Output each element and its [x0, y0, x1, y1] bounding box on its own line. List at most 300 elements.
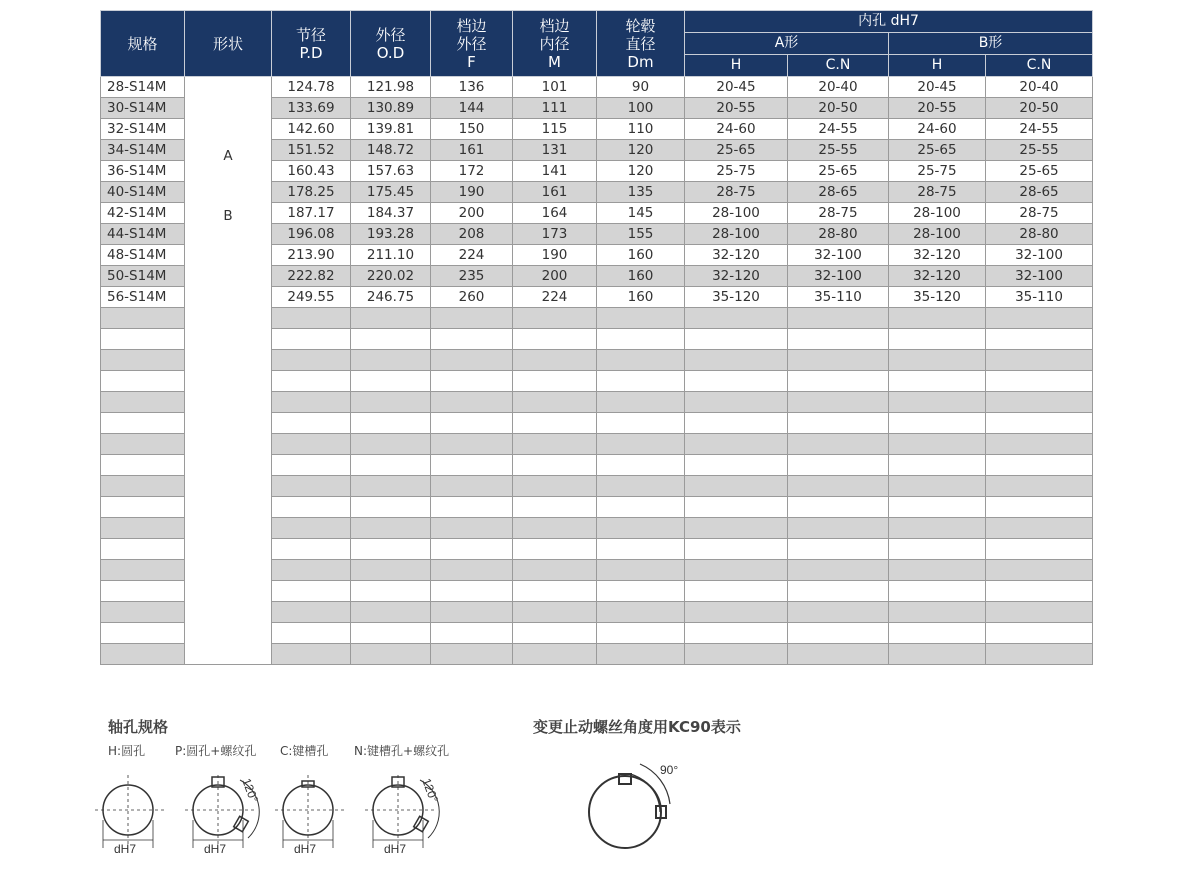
shape-values [185, 77, 271, 231]
bore-type-n-caption: N:键槽孔+螺纹孔 [354, 744, 450, 758]
bore-diagrams [90, 760, 490, 860]
table-cell: 25-55 [788, 140, 889, 161]
empty-cell [597, 350, 685, 371]
empty-cell [685, 476, 788, 497]
empty-cell [788, 623, 889, 644]
bore-type-c-caption: C:键槽孔 [280, 744, 329, 758]
table-cell: 20-40 [788, 77, 889, 98]
empty-cell [889, 602, 986, 623]
empty-cell [788, 581, 889, 602]
spec-cell: 56-S14M [101, 287, 185, 308]
spec-table [100, 10, 1092, 665]
empty-cell [513, 371, 597, 392]
svg-text:dH7: dH7 [384, 842, 407, 856]
empty-cell [272, 497, 351, 518]
empty-cell [431, 623, 513, 644]
empty-cell [272, 329, 351, 350]
empty-cell [431, 644, 513, 665]
svg-text:120°: 120° [239, 776, 261, 805]
table-cell: 120 [597, 161, 685, 182]
empty-cell [986, 518, 1093, 539]
empty-cell [597, 476, 685, 497]
empty-cell [272, 560, 351, 581]
empty-cell [788, 434, 889, 455]
empty-cell [101, 329, 185, 350]
empty-cell [272, 644, 351, 665]
header-m: 档边 内径 M [513, 11, 597, 77]
header-a-h: H [685, 55, 788, 77]
header-b-form: B形 [889, 33, 1093, 55]
empty-cell [685, 350, 788, 371]
empty-cell [272, 623, 351, 644]
empty-cell [889, 350, 986, 371]
empty-cell [431, 413, 513, 434]
table-cell: 115 [513, 119, 597, 140]
empty-cell [685, 371, 788, 392]
empty-cell [597, 413, 685, 434]
table-cell: 187.17 [272, 203, 351, 224]
empty-cell [351, 413, 431, 434]
table-cell: 184.37 [351, 203, 431, 224]
table-cell: 20-50 [986, 98, 1093, 119]
empty-cell [351, 623, 431, 644]
table-cell: 190 [431, 182, 513, 203]
table-cell: 28-100 [889, 224, 986, 245]
table-cell: 28-65 [788, 182, 889, 203]
empty-cell [788, 371, 889, 392]
table-cell: 20-45 [889, 77, 986, 98]
table-cell: 160 [597, 245, 685, 266]
empty-cell [986, 581, 1093, 602]
table-cell: 246.75 [351, 287, 431, 308]
table-cell: 25-65 [889, 140, 986, 161]
empty-cell [889, 434, 986, 455]
empty-cell [272, 476, 351, 497]
empty-cell [101, 392, 185, 413]
table-cell: 173 [513, 224, 597, 245]
empty-cell [685, 434, 788, 455]
empty-cell [889, 413, 986, 434]
empty-cell [431, 476, 513, 497]
empty-cell [986, 329, 1093, 350]
empty-cell [513, 455, 597, 476]
empty-cell [597, 392, 685, 413]
empty-cell [101, 623, 185, 644]
empty-cell [889, 581, 986, 602]
empty-cell [101, 539, 185, 560]
header-spec: 规格 [101, 11, 185, 77]
table-cell: 157.63 [351, 161, 431, 182]
empty-cell [986, 602, 1093, 623]
table-cell: 100 [597, 98, 685, 119]
empty-cell [101, 497, 185, 518]
table-cell: 145 [597, 203, 685, 224]
empty-cell [351, 434, 431, 455]
table-row [101, 77, 1093, 98]
empty-cell [101, 371, 185, 392]
empty-cell [986, 497, 1093, 518]
empty-cell [788, 497, 889, 518]
shape-value: B [223, 208, 233, 224]
empty-cell [351, 455, 431, 476]
empty-cell [889, 539, 986, 560]
empty-cell [431, 602, 513, 623]
empty-cell [986, 350, 1093, 371]
table-cell: 32-100 [986, 245, 1093, 266]
empty-cell [431, 329, 513, 350]
table-cell: 249.55 [272, 287, 351, 308]
table-cell: 164 [513, 203, 597, 224]
empty-cell [597, 581, 685, 602]
table-cell: 32-120 [889, 266, 986, 287]
empty-cell [788, 308, 889, 329]
table-cell: 175.45 [351, 182, 431, 203]
spec-cell: 48-S14M [101, 245, 185, 266]
table-cell: 25-55 [986, 140, 1093, 161]
empty-cell [351, 644, 431, 665]
empty-cell [986, 371, 1093, 392]
empty-cell [685, 497, 788, 518]
table-cell: 130.89 [351, 98, 431, 119]
table-header [101, 11, 1093, 77]
empty-cell [431, 434, 513, 455]
spec-cell: 34-S14M [101, 140, 185, 161]
table-cell: 235 [431, 266, 513, 287]
spec-cell: 50-S14M [101, 266, 185, 287]
empty-cell [351, 308, 431, 329]
table-cell: 196.08 [272, 224, 351, 245]
empty-cell [101, 413, 185, 434]
empty-cell [685, 455, 788, 476]
empty-cell [351, 329, 431, 350]
empty-cell [597, 539, 685, 560]
empty-cell [272, 308, 351, 329]
table-cell: 24-60 [685, 119, 788, 140]
empty-cell [431, 371, 513, 392]
empty-cell [272, 392, 351, 413]
table-cell: 111 [513, 98, 597, 119]
table-cell: 25-65 [788, 161, 889, 182]
table-cell: 32-100 [986, 266, 1093, 287]
table-cell: 260 [431, 287, 513, 308]
empty-cell [272, 539, 351, 560]
header-pd: 节径 P.D [272, 11, 351, 77]
empty-cell [272, 518, 351, 539]
table-cell: 120 [597, 140, 685, 161]
table-cell: 224 [431, 245, 513, 266]
empty-cell [597, 371, 685, 392]
empty-cell [272, 455, 351, 476]
table-cell: 213.90 [272, 245, 351, 266]
table-cell: 20-55 [685, 98, 788, 119]
table-cell: 141 [513, 161, 597, 182]
empty-cell [431, 497, 513, 518]
empty-cell [597, 308, 685, 329]
table-cell: 148.72 [351, 140, 431, 161]
svg-text:120°: 120° [419, 776, 441, 805]
svg-text:dH7: dH7 [204, 842, 227, 856]
table-cell: 224 [513, 287, 597, 308]
empty-cell [788, 644, 889, 665]
table-cell: 121.98 [351, 77, 431, 98]
table-body [101, 77, 1093, 665]
table-cell: 208 [431, 224, 513, 245]
empty-cell [597, 623, 685, 644]
shape-cell [185, 77, 272, 665]
header-od: 外径 O.D [351, 11, 431, 77]
empty-cell [986, 308, 1093, 329]
table-cell: 151.52 [272, 140, 351, 161]
spec-cell: 30-S14M [101, 98, 185, 119]
kc90-diagram [570, 752, 710, 862]
table-cell: 178.25 [272, 182, 351, 203]
table-cell: 222.82 [272, 266, 351, 287]
empty-cell [351, 602, 431, 623]
table-cell: 193.28 [351, 224, 431, 245]
table-cell: 90 [597, 77, 685, 98]
empty-cell [986, 455, 1093, 476]
empty-cell [986, 539, 1093, 560]
header-a-cn: C.N [788, 55, 889, 77]
empty-cell [351, 518, 431, 539]
table-cell: 110 [597, 119, 685, 140]
empty-cell [431, 455, 513, 476]
table-cell: 28-75 [685, 182, 788, 203]
header-f: 档边 外径 F [431, 11, 513, 77]
table-cell: 32-100 [788, 245, 889, 266]
table-cell: 220.02 [351, 266, 431, 287]
empty-cell [513, 476, 597, 497]
table-cell: 136 [431, 77, 513, 98]
empty-cell [986, 413, 1093, 434]
table-cell: 160 [597, 266, 685, 287]
empty-cell [351, 476, 431, 497]
table-cell: 144 [431, 98, 513, 119]
empty-cell [685, 392, 788, 413]
empty-cell [513, 560, 597, 581]
spec-cell: 32-S14M [101, 119, 185, 140]
svg-text:dH7: dH7 [294, 842, 317, 856]
empty-cell [431, 581, 513, 602]
empty-cell [513, 392, 597, 413]
empty-cell [685, 581, 788, 602]
table-cell: 150 [431, 119, 513, 140]
bore-type-p-caption: P:圆孔+螺纹孔 [175, 744, 257, 758]
empty-cell [101, 518, 185, 539]
empty-cell [513, 539, 597, 560]
header-a-form: A形 [685, 33, 889, 55]
table-cell: 142.60 [272, 119, 351, 140]
spec-cell: 40-S14M [101, 182, 185, 203]
table-cell: 25-65 [685, 140, 788, 161]
empty-cell [597, 329, 685, 350]
table-cell: 28-75 [788, 203, 889, 224]
header-bore: 内孔 dH7 [685, 11, 1093, 33]
empty-cell [351, 392, 431, 413]
empty-cell [788, 392, 889, 413]
empty-cell [889, 518, 986, 539]
empty-cell [431, 539, 513, 560]
table-cell: 161 [431, 140, 513, 161]
table-cell: 28-100 [889, 203, 986, 224]
empty-cell [101, 308, 185, 329]
empty-cell [788, 413, 889, 434]
header-dm: 轮毂 直径 Dm [597, 11, 685, 77]
empty-cell [685, 308, 788, 329]
table-cell: 24-55 [788, 119, 889, 140]
table-cell: 211.10 [351, 245, 431, 266]
empty-cell [889, 455, 986, 476]
empty-cell [101, 434, 185, 455]
table-cell: 124.78 [272, 77, 351, 98]
empty-cell [597, 560, 685, 581]
empty-cell [272, 413, 351, 434]
empty-cell [597, 644, 685, 665]
empty-cell [101, 581, 185, 602]
empty-cell [513, 644, 597, 665]
spec-cell: 42-S14M [101, 203, 185, 224]
table-cell: 35-120 [685, 287, 788, 308]
empty-cell [889, 623, 986, 644]
table-cell: 160 [597, 287, 685, 308]
empty-cell [513, 623, 597, 644]
empty-cell [513, 329, 597, 350]
empty-cell [513, 581, 597, 602]
table-cell: 200 [431, 203, 513, 224]
empty-cell [685, 413, 788, 434]
kc90-title: 变更止动螺丝角度用KC90表示 [533, 718, 741, 736]
table-cell: 200 [513, 266, 597, 287]
empty-cell [788, 539, 889, 560]
empty-cell [431, 560, 513, 581]
empty-cell [272, 434, 351, 455]
table-cell: 20-40 [986, 77, 1093, 98]
empty-cell [889, 371, 986, 392]
empty-cell [986, 392, 1093, 413]
kc90-angle: 90° [660, 763, 679, 777]
empty-cell [986, 434, 1093, 455]
header-b-h: H [889, 55, 986, 77]
empty-cell [431, 392, 513, 413]
empty-cell [986, 476, 1093, 497]
table-cell: 139.81 [351, 119, 431, 140]
empty-cell [889, 308, 986, 329]
empty-cell [788, 518, 889, 539]
empty-cell [101, 455, 185, 476]
empty-cell [788, 560, 889, 581]
table-cell: 28-80 [788, 224, 889, 245]
shape-value: A [223, 148, 233, 164]
empty-cell [685, 623, 788, 644]
empty-cell [513, 434, 597, 455]
empty-cell [685, 329, 788, 350]
table-cell: 25-75 [685, 161, 788, 182]
header-b-cn: C.N [986, 55, 1093, 77]
table-cell: 35-110 [788, 287, 889, 308]
empty-cell [889, 497, 986, 518]
empty-cell [513, 518, 597, 539]
empty-cell [513, 308, 597, 329]
bore-type-h-caption: H:圆孔 [108, 744, 146, 758]
table-cell: 101 [513, 77, 597, 98]
table-cell: 135 [597, 182, 685, 203]
empty-cell [889, 392, 986, 413]
empty-cell [788, 602, 889, 623]
spec-cell: 28-S14M [101, 77, 185, 98]
table-cell: 133.69 [272, 98, 351, 119]
empty-cell [351, 560, 431, 581]
empty-cell [597, 497, 685, 518]
table-cell: 28-100 [685, 224, 788, 245]
table-cell: 25-65 [986, 161, 1093, 182]
table-cell: 35-110 [986, 287, 1093, 308]
table-cell: 32-120 [685, 266, 788, 287]
table-cell: 172 [431, 161, 513, 182]
table-cell: 20-50 [788, 98, 889, 119]
empty-cell [597, 455, 685, 476]
empty-cell [597, 434, 685, 455]
empty-cell [513, 350, 597, 371]
empty-cell [431, 350, 513, 371]
spec-cell: 44-S14M [101, 224, 185, 245]
empty-cell [101, 476, 185, 497]
empty-cell [788, 476, 889, 497]
empty-cell [685, 602, 788, 623]
table-cell: 20-45 [685, 77, 788, 98]
empty-cell [597, 518, 685, 539]
table-cell: 32-120 [685, 245, 788, 266]
table-cell: 28-80 [986, 224, 1093, 245]
table-cell: 28-100 [685, 203, 788, 224]
empty-cell [788, 329, 889, 350]
empty-cell [101, 560, 185, 581]
empty-cell [986, 644, 1093, 665]
table-cell: 28-65 [986, 182, 1093, 203]
empty-cell [788, 455, 889, 476]
empty-cell [513, 497, 597, 518]
empty-cell [889, 476, 986, 497]
table-cell: 28-75 [889, 182, 986, 203]
spec-cell: 36-S14M [101, 161, 185, 182]
empty-cell [351, 350, 431, 371]
table-cell: 28-75 [986, 203, 1093, 224]
empty-cell [597, 602, 685, 623]
table-cell: 24-55 [986, 119, 1093, 140]
bore-spec-title: 轴孔规格 [108, 718, 169, 736]
empty-cell [351, 371, 431, 392]
empty-cell [431, 518, 513, 539]
empty-cell [272, 371, 351, 392]
empty-cell [986, 623, 1093, 644]
empty-cell [101, 602, 185, 623]
empty-cell [685, 518, 788, 539]
header-shape: 形状 [185, 11, 272, 77]
empty-cell [101, 644, 185, 665]
empty-cell [101, 350, 185, 371]
empty-cell [272, 602, 351, 623]
empty-cell [272, 350, 351, 371]
empty-cell [272, 581, 351, 602]
table-cell: 190 [513, 245, 597, 266]
table-cell: 32-120 [889, 245, 986, 266]
table-cell: 35-120 [889, 287, 986, 308]
table-cell: 161 [513, 182, 597, 203]
table-cell: 20-55 [889, 98, 986, 119]
empty-cell [513, 602, 597, 623]
table-cell: 25-75 [889, 161, 986, 182]
empty-cell [351, 539, 431, 560]
empty-cell [513, 413, 597, 434]
